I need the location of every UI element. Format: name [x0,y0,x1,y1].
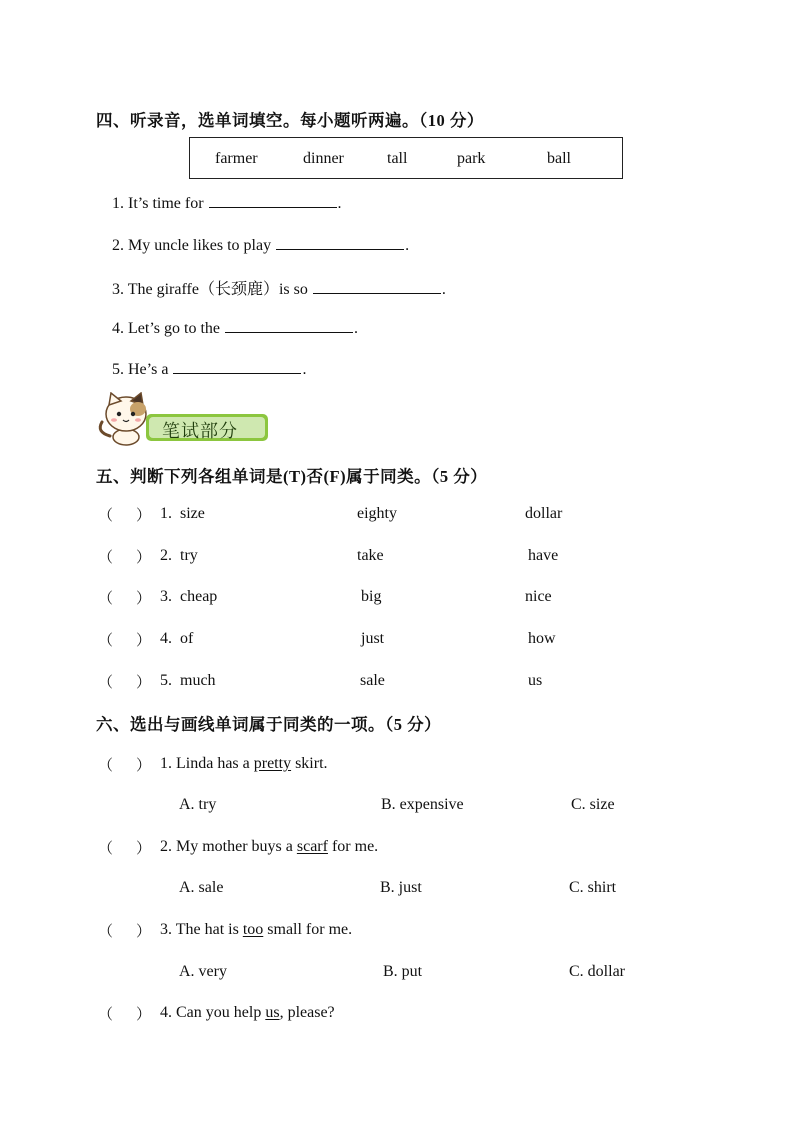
item-text: The giraffe（长颈鹿）is so [127,281,308,298]
row-number: 4. [160,630,172,647]
answer-blank[interactable] [173,359,301,374]
underlined-word: too [242,921,264,938]
word-2: big [361,588,382,605]
word-3: how [528,630,556,647]
underlined-word: pretty [253,755,292,772]
word-2: eighty [357,505,397,522]
item-number: 4. [112,320,124,337]
banner-label: 笔试部分 [162,421,238,442]
word-2: sale [360,672,385,689]
item-punct: . [337,195,342,212]
item-punct: . [302,361,307,378]
option-b[interactable]: B. put [383,963,423,980]
option-c[interactable]: C. shirt [569,879,617,896]
answer-paren-open[interactable]: （ [98,589,114,607]
row-number: 2. [160,547,172,564]
option-a[interactable]: A. try [179,796,217,813]
word-bank-item: farmer [215,150,258,167]
word-3: nice [525,588,552,605]
fill-blank-item-4 [112,318,358,338]
fill-blank-item-2 [112,235,409,255]
question-post: small for me. [267,921,353,938]
word-3: dollar [525,505,563,522]
item-punct: . [441,281,446,298]
question-pre: Linda has a [176,755,250,772]
question-post: skirt. [295,755,328,772]
fill-blank-item-5 [112,359,306,379]
item-punct: . [405,237,410,254]
option-b[interactable]: B. just [380,879,422,896]
answer-paren-open[interactable]: （ [98,673,114,691]
option-b[interactable]: B. expensive [381,796,464,813]
question-text [160,838,378,856]
question-pre: My mother buys a [176,838,293,855]
answer-paren-close: ） [136,839,152,857]
word-bank-item: park [457,150,486,167]
word-1: try [180,547,198,564]
word-2: just [361,630,385,647]
answer-paren-open[interactable]: （ [98,631,114,649]
item-text: My uncle likes to play [128,237,272,254]
answer-paren-open[interactable]: （ [98,922,114,940]
row-number: 3. [160,588,172,605]
item-punct: . [353,320,358,337]
answer-paren-open[interactable]: （ [98,839,114,857]
item-text: Let’s go to the [128,320,220,337]
option-c[interactable]: C. size [571,796,615,813]
item-number: 5. [112,361,124,378]
question-text [160,755,328,773]
underlined-word: us [265,1004,280,1021]
option-a[interactable]: A. sale [179,879,224,896]
answer-paren-close: ） [136,631,152,649]
question-number: 4. [160,1004,172,1021]
row-number: 5. [160,672,172,689]
section-4-heading: 四、听录音，选单词填空。每小题听两遍。（10 分） [96,111,484,130]
question-number: 3. [160,921,172,938]
written-part-banner [96,392,272,448]
answer-blank[interactable] [209,193,337,208]
item-text: He’s a [128,361,169,378]
answer-paren-close: ） [136,589,152,607]
answer-paren-open[interactable]: （ [98,1005,114,1023]
word-3: have [528,547,559,564]
option-a[interactable]: A. very [179,963,227,980]
answer-blank[interactable] [225,318,353,333]
question-pre: The hat is [175,921,239,938]
answer-paren-close: ） [136,1005,152,1023]
question-post: for me. [331,838,379,855]
word-bank-item: ball [547,150,571,167]
item-number: 1. [112,195,124,212]
section-5-heading: 五、判断下列各组单词是(T)否(F)属于同类。（5 分） [96,467,488,486]
question-pre: Can you help [176,1004,262,1021]
item-number: 3. [112,281,124,298]
word-1: cheap [180,588,218,605]
option-c[interactable]: C. dollar [569,963,625,980]
section-6-heading: 六、选出与画线单词属于同类的一项。（5 分） [96,715,442,734]
fill-blank-item-1 [112,193,342,213]
answer-paren-close: ） [136,548,152,566]
answer-paren-close: ） [136,673,152,691]
question-text [160,1004,335,1022]
item-text: It’s time for [128,195,204,212]
answer-paren-close: ） [136,922,152,940]
row-number: 1. [160,505,172,522]
word-1: much [180,672,216,689]
word-bank-box [189,137,623,179]
answer-paren-open[interactable]: （ [98,756,114,774]
answer-blank[interactable] [313,279,441,294]
item-number: 2. [112,237,124,254]
question-post: , please? [279,1004,335,1021]
word-bank-item: tall [387,150,408,167]
answer-paren-close: ） [136,756,152,774]
answer-paren-open[interactable]: （ [98,548,114,566]
word-1: of [180,630,194,647]
underlined-word: scarf [296,838,328,855]
question-text [160,921,352,939]
answer-blank[interactable] [276,235,404,250]
answer-paren-open[interactable]: （ [98,506,114,524]
word-2: take [357,547,384,564]
word-3: us [528,672,543,689]
answer-paren-close: ） [136,506,152,524]
word-1: size [180,505,205,522]
question-number: 1. [160,755,172,772]
fill-blank-item-3 [112,276,446,299]
question-number: 2. [160,838,172,855]
word-bank-item: dinner [303,150,344,167]
